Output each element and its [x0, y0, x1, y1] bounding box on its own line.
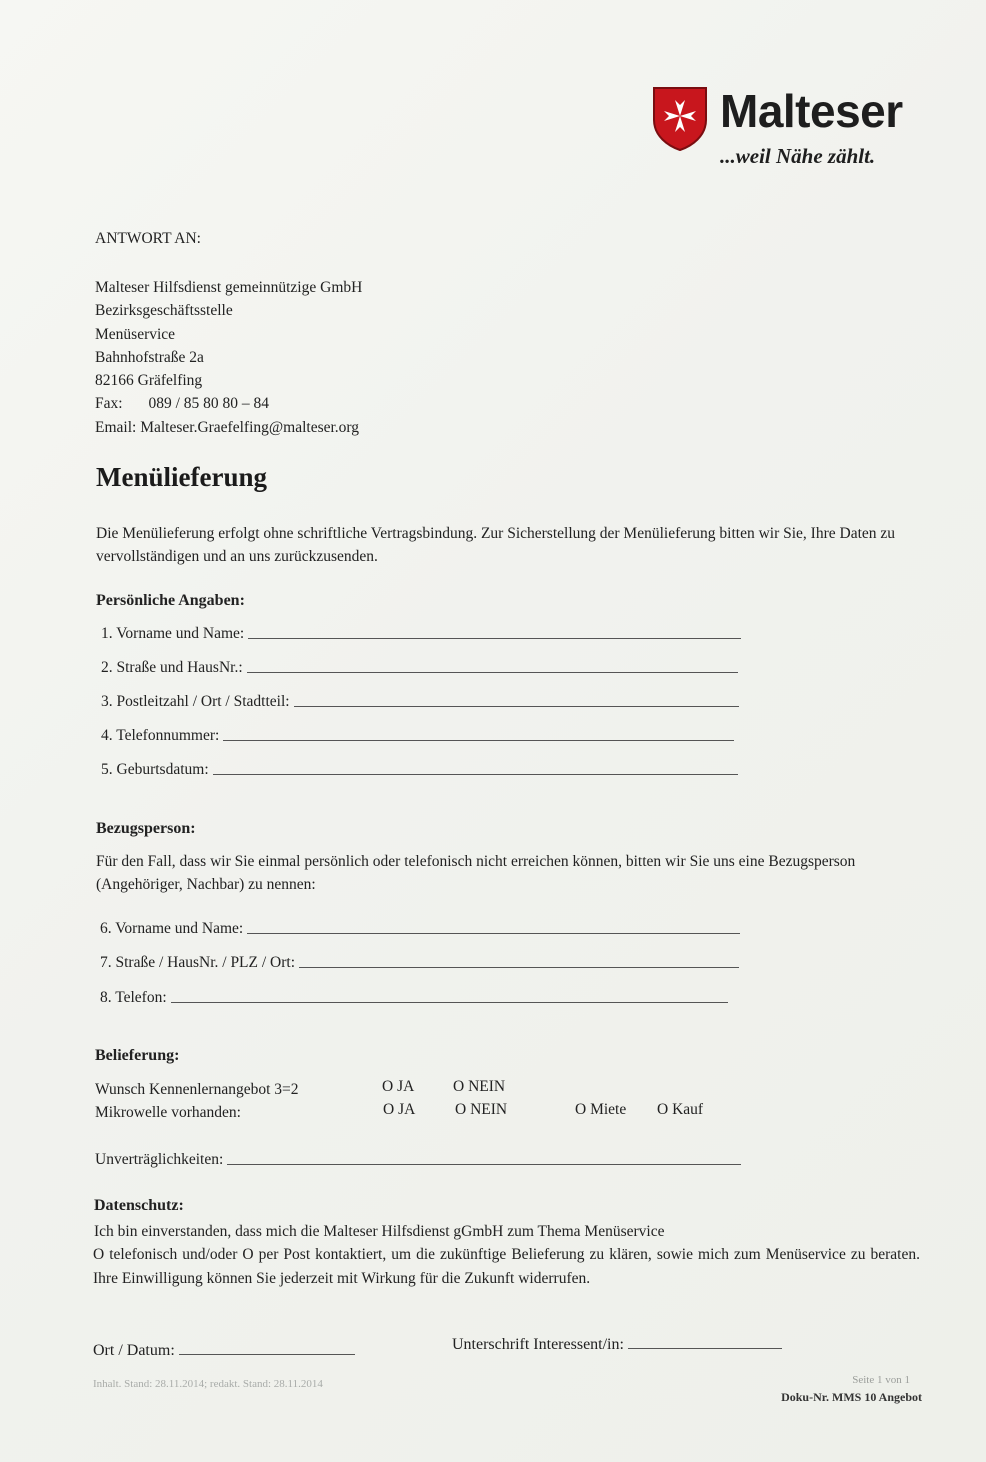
reply-address	[95, 276, 362, 439]
privacy-line1: Ich bin einverstanden, dass mich die Malteser Hilfsdienst gGmbH zum Thema Menüservice	[94, 1223, 665, 1240]
place-date-field[interactable]	[93, 1342, 355, 1360]
input-line[interactable]	[294, 706, 739, 707]
input-line[interactable]	[247, 933, 740, 934]
offer-no-option[interactable]: O NEIN	[453, 1078, 506, 1095]
microwave-yes-option[interactable]: O JA	[383, 1101, 416, 1118]
page-title: Menülieferung	[96, 462, 267, 492]
field-intolerances[interactable]	[95, 1151, 741, 1169]
field-reference-address[interactable]	[100, 954, 739, 972]
address-line: Menüservice	[95, 325, 176, 343]
delivery-heading: Belieferung:	[95, 1047, 180, 1064]
microwave-buy-option[interactable]: O Kauf	[657, 1101, 704, 1118]
input-line[interactable]	[171, 1002, 728, 1003]
brand-slogan: ...weil Nähe zählt.	[720, 144, 876, 168]
signature-line[interactable]	[628, 1348, 782, 1349]
fax-number: 089 / 85 80 80 – 84	[148, 395, 269, 413]
input-line[interactable]	[299, 967, 739, 968]
place-date-line[interactable]	[179, 1354, 355, 1355]
brand-name: Malteser	[720, 85, 903, 137]
field-reference-name[interactable]	[100, 920, 740, 938]
field-postal-city[interactable]	[101, 693, 739, 711]
field-label: 2. Straße und HausNr.:	[101, 659, 243, 676]
microwave-label: Mikrowelle vorhanden:	[95, 1104, 241, 1121]
input-line[interactable]	[227, 1164, 741, 1165]
input-line[interactable]	[223, 740, 734, 741]
field-label: 6. Vorname und Name:	[100, 920, 244, 937]
address-line: Bezirksgeschäftsstelle	[95, 302, 233, 320]
reply-to-label: ANTWORT AN:	[95, 230, 201, 247]
field-label: 3. Postleitzahl / Ort / Stadtteil:	[101, 693, 290, 710]
signature-field[interactable]	[452, 1336, 782, 1354]
email-line: Email: Malteser.Graefelfing@malteser.org	[95, 418, 360, 436]
field-label: 5. Geburtsdatum:	[101, 761, 209, 778]
input-line[interactable]	[248, 638, 741, 639]
offer-label: Wunsch Kennenlernangebot 3=2	[95, 1081, 299, 1098]
reference-text: Für den Fall, dass wir Sie einmal persönlich oder telefonisch nicht erreichen können, bitten wir Sie uns eine Bezugsperson (Angehöriger, Nachbar) zu nennen:	[96, 853, 856, 893]
address-line: Bahnhofstraße 2a	[95, 348, 204, 366]
field-label: 7. Straße / HausNr. / PLZ / Ort:	[100, 954, 296, 971]
address-line: 82166 Gräfelfing	[95, 372, 203, 390]
field-reference-phone[interactable]	[100, 989, 728, 1007]
reference-heading: Bezugsperson:	[96, 820, 196, 837]
field-label: 4. Telefonnummer:	[101, 727, 220, 744]
field-label: Unverträglichkeiten:	[95, 1151, 224, 1168]
field-label: 1. Vorname und Name:	[101, 625, 245, 642]
personal-heading: Persönliche Angaben:	[96, 592, 245, 609]
footer-doc-number: Doku-Nr. MMS 10 Angebot	[781, 1390, 922, 1404]
microwave-no-option[interactable]: O NEIN	[455, 1101, 508, 1118]
signature-label: Unterschrift Interessent/in:	[452, 1336, 624, 1353]
intro-text: Die Menülieferung erfolgt ohne schriftliche Vertragsbindung. Zur Sicherstellung der Menülieferung bitten wir Sie, Ihre Daten zu vervollständigen und an uns zurückzusenden.	[96, 525, 896, 565]
place-date-label: Ort / Datum:	[93, 1342, 175, 1359]
field-phone[interactable]	[101, 727, 734, 745]
field-name[interactable]	[101, 625, 741, 643]
footer-revision: Inhalt. Stand: 28.11.2014; redakt. Stand: 28.11.2014	[93, 1378, 323, 1390]
privacy-consent-text: O telefonisch und/oder O per Post kontaktiert, um die zukünftige Belieferung zu klären, sowie mich zum Menüservice zu beraten. Ihre Einwilligung können Sie jederzeit mit Wirkung für die Zukunft widerrufen.	[93, 1246, 920, 1287]
offer-yes-option[interactable]: O JA	[382, 1078, 415, 1095]
field-birthdate[interactable]	[101, 761, 738, 779]
fax-label: Fax:	[95, 395, 123, 413]
maltese-cross-shield-icon	[652, 86, 708, 152]
address-line: Malteser Hilfsdienst gemeinnützige GmbH	[95, 279, 363, 296]
field-street[interactable]	[101, 659, 738, 677]
input-line[interactable]	[247, 672, 738, 673]
privacy-heading: Datenschutz:	[94, 1197, 184, 1214]
microwave-rent-option[interactable]: O Miete	[575, 1101, 627, 1118]
field-label: 8. Telefon:	[100, 989, 167, 1006]
footer-page-number: Seite 1 von 1	[852, 1374, 910, 1386]
malteser-logo	[652, 86, 912, 176]
fax-line	[95, 392, 362, 415]
input-line[interactable]	[213, 774, 738, 775]
